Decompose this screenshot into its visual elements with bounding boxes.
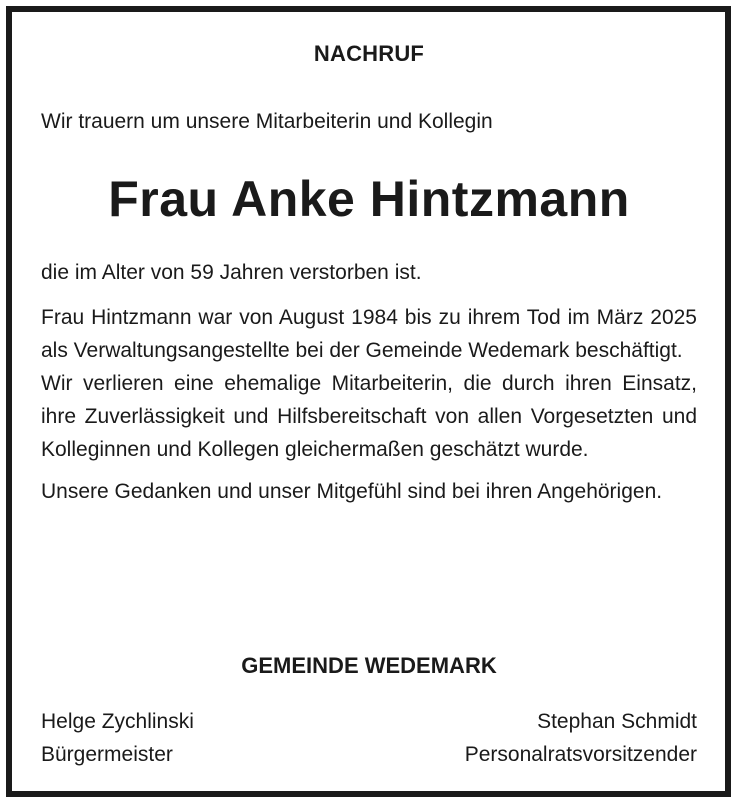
signatory-role: Personalratsvorsitzender (464, 743, 697, 766)
signatory-mayor (41, 705, 194, 771)
deceased-name: Frau Anke Hintzmann (108, 171, 630, 227)
organization-name: GEMEINDE WEDEMARK (241, 653, 497, 678)
signatory-name: Stephan Schmidt (537, 710, 697, 733)
paragraph-employment: Frau Hintzmann war von August 1984 bis zu ihrem Tod im März 2025 als Verwaltungsangestellte bei der Gemeinde Wedemark beschäftigt. (41, 306, 697, 362)
age-line: die im Alter von 59 Jahren verstorben ist. (41, 261, 422, 284)
paragraph-condolence: Unsere Gedanken und unser Mitgefühl sind bei ihren Angehörigen. (41, 480, 663, 503)
paragraph-tribute: Wir verlieren eine ehemalige Mitarbeiterin, die durch ihren Einsatz, ihre Zuverlässigkeit und Hilfsbereitschaft von allen Vorgesetzten und Kolleginnen und Kollegen gleichermaßen geschätzt wurde. (41, 372, 697, 461)
obituary-notice (6, 6, 731, 797)
signatures (41, 705, 697, 771)
notice-body (41, 301, 697, 508)
intro-line: Wir trauern um unsere Mitarbeiterin und Kollegin (41, 110, 493, 133)
signatory-council-chair (465, 705, 697, 771)
signatory-name: Helge Zychlinski (41, 710, 194, 733)
signatory-role: Bürgermeister (41, 743, 173, 766)
notice-content (41, 12, 697, 791)
notice-heading: NACHRUF (313, 41, 425, 66)
